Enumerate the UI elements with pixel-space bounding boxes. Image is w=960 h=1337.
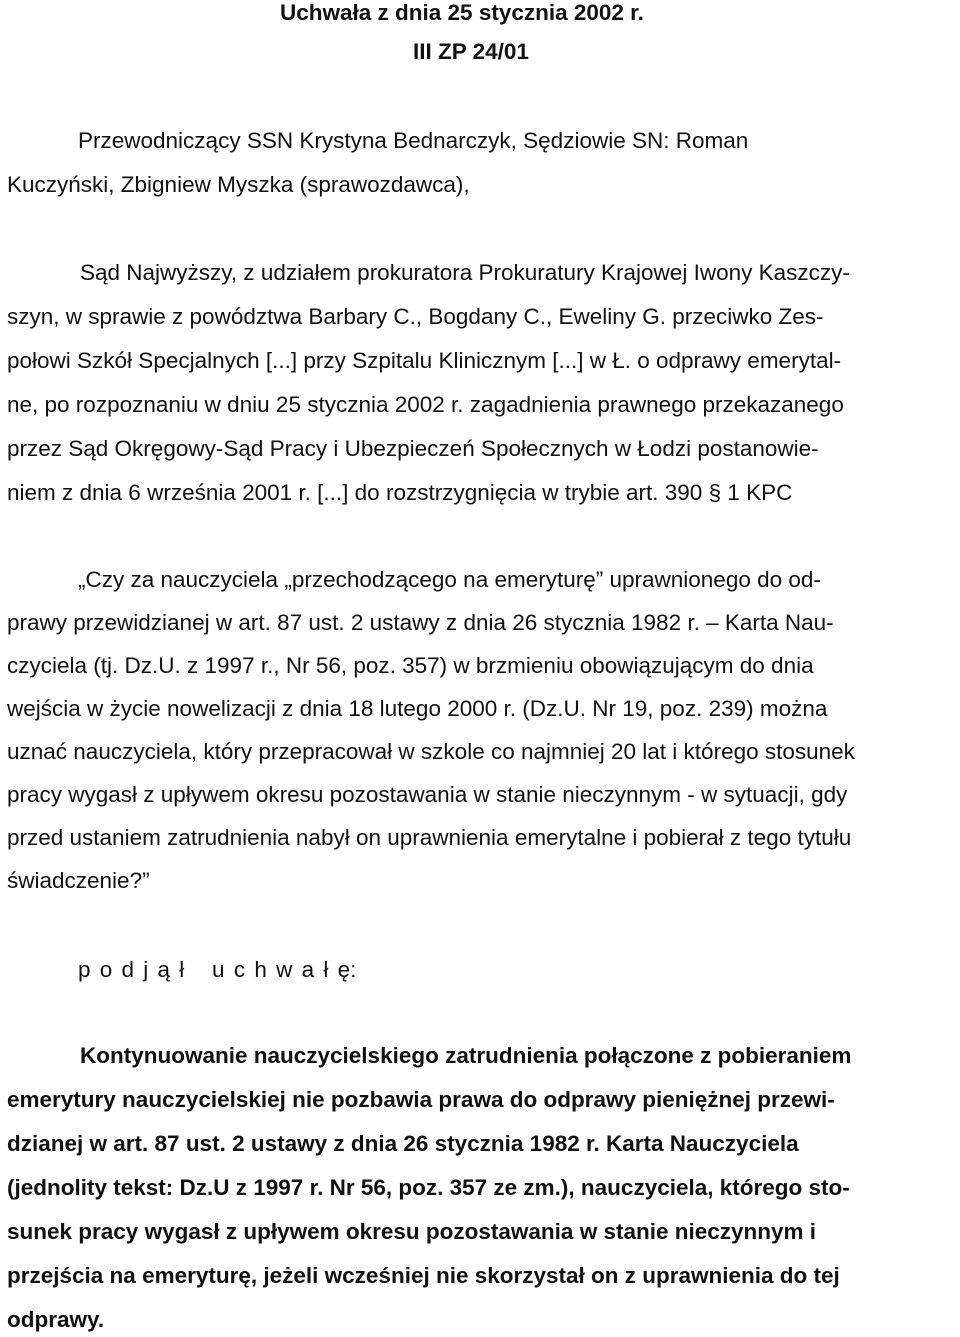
question-line-5: uznać nauczyciela, który przepracował w szkole co najmniej 20 lat i którego stosunek <box>7 739 855 764</box>
question-line-6: pracy wygasł z upływem okresu pozostawania w stanie nieczynnym - w sytuacji, gdy <box>7 782 848 807</box>
preamble-line-5: przez Sąd Okręgowy-Sąd Pracy i Ubezpieczeń Społecznych w Łodzi postanowie- <box>7 436 819 461</box>
question-line-3: czyciela (tj. Dz.U. z 1997 r., Nr 56, poz. 357) w brzmieniu obowiązującym do dnia <box>7 653 814 678</box>
preamble-line-6: niem z dnia 6 września 2001 r. [...] do rozstrzygnięcia w trybie art. 390 § 1 KPC <box>7 480 793 505</box>
resolution-line-3: dzianej w art. 87 ust. 2 ustawy z dnia 26 stycznia 1982 r. Karta Nauczyciela <box>7 1131 799 1156</box>
composition-line-1: Przewodniczący SSN Krystyna Bednarczyk, Sędziowie SN: Roman <box>78 128 749 153</box>
document-date-heading: Uchwała z dnia 25 stycznia 2002 r. <box>280 0 644 25</box>
question-line-1: „Czy za nauczyciela „przechodzącego na emeryturę” uprawnionego do od- <box>78 567 821 592</box>
resolution-line-7: odprawy. <box>7 1307 105 1332</box>
resolution-heading: p o d j ą ł u c h w a ł ę: <box>78 957 357 982</box>
case-number: III ZP 24/01 <box>413 39 529 64</box>
preamble-line-4: ne, po rozpoznaniu w dniu 25 stycznia 2002 r. zagadnienia prawnego przekazanego <box>7 392 844 417</box>
resolution-line-1: Kontynuowanie nauczycielskiego zatrudnienia połączone z pobieraniem <box>80 1043 852 1068</box>
preamble-line-1: Sąd Najwyższy, z udziałem prokuratora Prokuratury Krajowej Iwony Kaszczy- <box>80 260 850 285</box>
resolution-line-2: emerytury nauczycielskiej nie pozbawia prawa do odprawy pieniężnej przewi- <box>7 1087 835 1112</box>
resolution-line-4: (jednolity tekst: Dz.U z 1997 r. Nr 56, poz. 357 ze zm.), nauczyciela, którego sto- <box>7 1175 850 1200</box>
question-line-8: świadczenie?” <box>7 868 150 893</box>
resolution-line-6: przejścia na emeryturę, jeżeli wcześniej nie skorzystał on z uprawnienia do tej <box>7 1263 840 1288</box>
resolution-line-5: sunek pracy wygasł z upływem okresu pozostawania w stanie nieczynnym i <box>7 1219 817 1244</box>
preamble-line-3: połowi Szkół Specjalnych [...] przy Szpitalu Klinicznym [...] w Ł. o odprawy emerytal- <box>7 348 842 373</box>
preamble-line-2: szyn, w sprawie z powództwa Barbary C., Bogdany C., Eweliny G. przeciwko Zes- <box>7 304 824 329</box>
composition-line-2: Kuczyński, Zbigniew Myszka (sprawozdawca), <box>7 172 470 197</box>
question-line-7: przed ustaniem zatrudnienia nabył on uprawnienia emerytalne i pobierał z tego tytułu <box>7 825 852 850</box>
question-line-2: prawy przewidzianej w art. 87 ust. 2 ustawy z dnia 26 stycznia 1982 r. – Karta Nau- <box>7 610 834 635</box>
question-line-4: wejścia w życie nowelizacji z dnia 18 lutego 2000 r. (Dz.U. Nr 19, poz. 239) można <box>7 696 828 721</box>
